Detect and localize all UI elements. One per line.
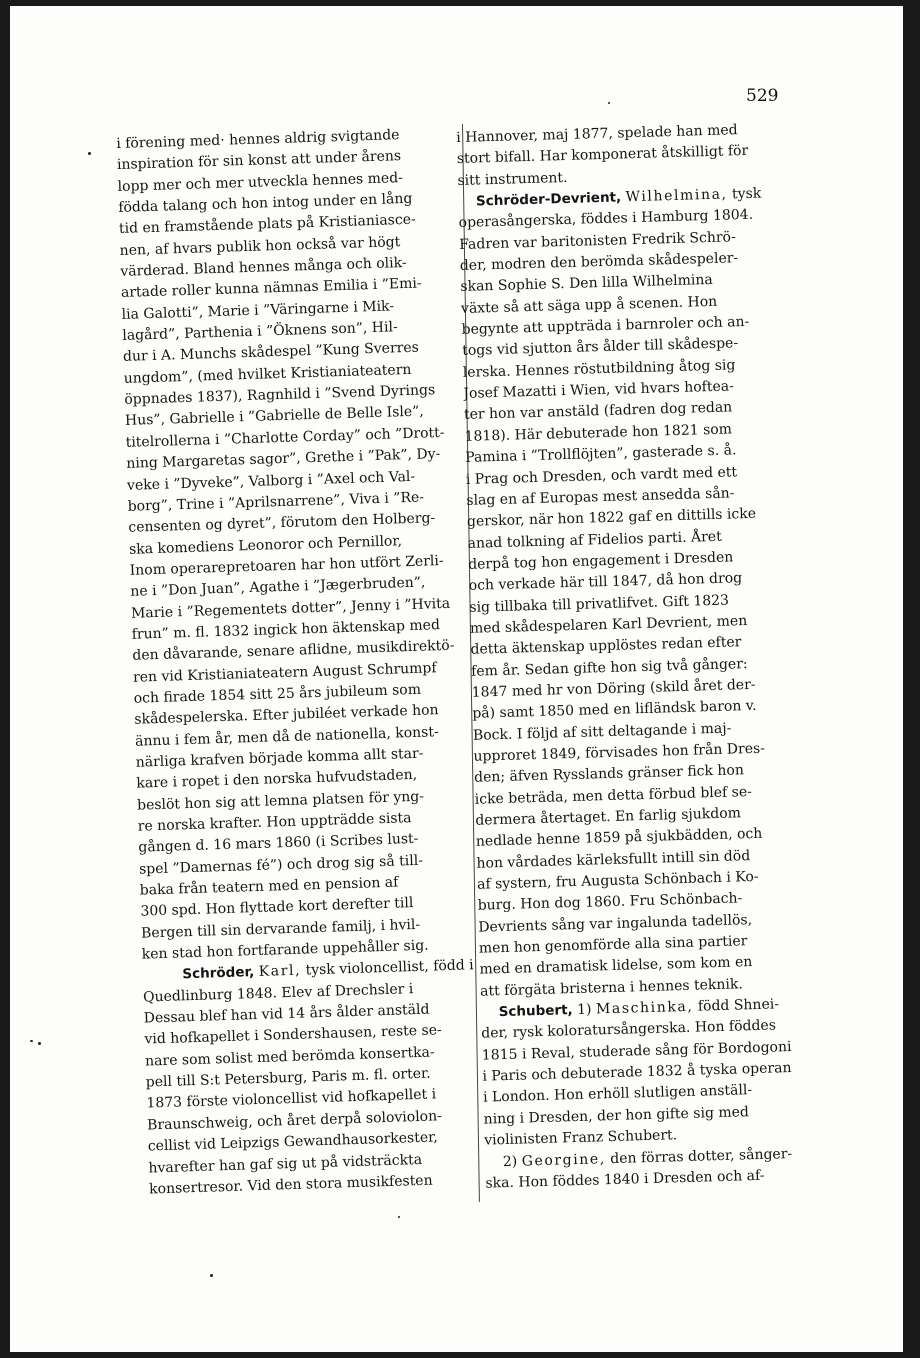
text-line: ännu i fem år, men då de nationella, konst- (134, 723, 439, 750)
entry-text: tysk violoncellist, född i (305, 957, 474, 979)
scanned-page (10, 6, 903, 1352)
scan-speck (398, 1216, 400, 1218)
entry-first-name: Maschinka, (595, 998, 694, 1018)
left-column (116, 123, 495, 1201)
entry-first-name: Georgine, (521, 1150, 607, 1170)
text-line: der, modren den berömda skådespeler- (459, 250, 739, 275)
text-line: pell till S:t Petersburg, Paris m. fl. orter. (145, 1065, 431, 1091)
text-line: 1818). Här debuterade hon 1821 som (464, 421, 733, 445)
text-line: i Hannover, maj 1877, spelade han med (456, 122, 738, 146)
text-line: lagård”, Parthenia i ”Öknens son”, Hil- (122, 319, 398, 344)
text-line: ning i Dresden, der hon gifte sig med (483, 1104, 750, 1128)
text-line: dermera återtaget. En farlig sjukdom (475, 805, 742, 829)
entry-text: tysk (731, 185, 762, 203)
text-line: med skådespelaren Karl Devrient, men (469, 612, 748, 637)
right-column (456, 118, 838, 1195)
text-line: upproret 1849, förvisades hon från Dres- (473, 740, 766, 765)
text-line: skådespelerska. Efter jubiléet verkade hon (134, 702, 439, 728)
text-line: ska. Hon föddes 1840 i Dresden och af- (485, 1167, 765, 1192)
right-column-intro-text (456, 118, 810, 192)
text-line: växte så att säga upp å scenen. Hon (460, 293, 718, 317)
text-line: lerska. Hennes röstutbildning åtog sig (462, 357, 736, 381)
entry-schroder-karl-text (143, 976, 496, 1200)
text-line: lopp mer och mer utveckla hennes med- (117, 169, 404, 195)
text-line: spel ”Damernas fé”) och drog sig så till- (138, 852, 424, 878)
text-line: vid hofkapellet i Sondershausen, reste se- (144, 1022, 442, 1048)
text-line: censenten og dyret”, förutom den Holberg- (128, 510, 436, 536)
text-line: och verkade här till 1847, då hon drog (468, 570, 743, 595)
entry-number: 2) (502, 1153, 518, 1170)
text-line: sig tillbaka till privatlifvet. Gift 1823 (469, 592, 730, 616)
entry-schubert-text (481, 1014, 836, 1152)
scan-speck (30, 1040, 33, 1042)
text-line: dur i A. Munchs skådespel ”Kung Sverres (122, 340, 420, 366)
text-line: men hon genomförde alla sina partier (478, 933, 748, 957)
text-line: burg. Hon dog 1860. Fru Schönbach- (477, 890, 743, 915)
entry-headword: Schröder, (182, 964, 255, 983)
text-line: lia Galotti”, Marie i ”Väringarne i Mik- (121, 298, 395, 323)
text-line: Bergen till sin dervarande familj, i hvil- (140, 916, 421, 942)
text-line: af systern, fru Augusta Schönbach i Ko- (476, 868, 759, 893)
text-line: ungdom”, (med hvilket Kristianiateatern (123, 361, 412, 387)
left-column-text (116, 123, 488, 966)
text-line: i Prag och Dresden, och vardt med ett (465, 463, 738, 488)
text-line: titelrollerna i ”Charlotte Corday” och ”Drott- (125, 424, 445, 451)
text-line: der, rysk koloratursångerska. Hon föddes (481, 1017, 777, 1043)
text-line: begynte att uppträda i barnroler och an- (461, 313, 750, 339)
text-line: Hus”, Gabrielle i ”Gabrielle de Belle Isle”, (124, 403, 425, 430)
text-line: 1873 förste violoncellist vid hofkapellet i (146, 1086, 437, 1112)
text-line: Quedlinburg 1848. Elev af Drechsler i (142, 980, 414, 1006)
text-line: värderad. Bland hennes många och olik- (120, 255, 407, 280)
page-number: 529 (746, 86, 779, 106)
text-line: Devrients sång var ingalunda tadellös, (478, 911, 753, 936)
text-line: beslöt hon sig att lemna platsen för yng- (136, 788, 425, 814)
text-line: i Paris och debuterade 1832 å tyska operan (482, 1060, 792, 1085)
scan-speck (38, 1042, 41, 1045)
text-line: veke i ”Dyveke”, Valborg i ”Axel och Val- (126, 468, 416, 494)
entry-text: den förras dotter, sånger- (610, 1145, 793, 1167)
text-line: födda talang och hon intog under en lång (118, 190, 413, 216)
text-line: ter hon var anstäld (fadren dog redan (463, 399, 733, 424)
text-line: violinisten Franz Schubert. (484, 1127, 678, 1149)
scan-speck (88, 152, 91, 155)
text-line: fem år. Sedan gifte hon sig två gånger: (470, 655, 748, 680)
text-line: cellist vid Leipzigs Gewandhausorkester, (147, 1129, 438, 1155)
text-line: 1815 i Reval, studerade sång för Bordogoni (481, 1038, 792, 1064)
text-line: med en dramatisk lidelse, som kom en (479, 954, 753, 979)
text-line: Fadren var baritonisten Fredrik Schrö- (459, 228, 736, 253)
text-line: tid en framstående plats på Kristianiasce- (118, 212, 416, 238)
text-line: frun” m. fl. 1832 ingick hon äktenskap med (131, 616, 441, 643)
text-line: hon vårdades kärleksfullt intill sin död (476, 847, 751, 872)
text-line: operasångerska, föddes i Hamburg 1804. (458, 207, 754, 232)
text-line: Dessau blef han vid 14 års ålder anstäld (143, 1001, 430, 1027)
text-line: nen, af hvars publik hon också var högt (119, 233, 401, 259)
text-line: Braunschweig, och året derpå soloviolon- (146, 1108, 443, 1134)
entry-text: född Shnei- (697, 996, 780, 1015)
text-line: och firade 1854 sitt 25 års jubileum som (133, 681, 422, 707)
text-line: stort bifall. Har komponerat åtskilligt för (456, 143, 749, 168)
text-line: i förening med· hennes aldrig svigtande (116, 127, 400, 152)
text-line: gerskor, när hon 1822 gaf en dittills icke (466, 505, 757, 531)
text-line: borg”, Trine i ”Aprilsnarrene”, Viva i ”Re- (127, 489, 425, 515)
text-line: inspiration för sin konst att under årens (116, 148, 402, 174)
entry-first-name: Wilhelmina, (625, 186, 728, 206)
entry-headword: Schröder-Devrient, (475, 189, 622, 210)
text-line: sitt instrument. (457, 169, 568, 189)
text-line: Marie i ”Regementets dotter”, Jenny i ”Hvita (130, 595, 451, 622)
text-line: ken stad hon fortfarande uppehåller sig. (141, 937, 429, 963)
entry-headword: Schubert, (498, 1002, 573, 1021)
text-line: närliga krafven började komma allt star- (135, 745, 424, 771)
text-line: togs vid sjutton års ålder till skådespe- (462, 335, 739, 360)
text-line: på) samt 1850 med en lifländsk baron v. (472, 698, 757, 723)
text-line: re norska krafter. Hon uppträdde sista (137, 810, 412, 835)
text-line: nare som solist med berömda konsertka- (144, 1044, 435, 1070)
entry-schroder-devrient-text (458, 204, 832, 1003)
text-line: skan Sophie S. Den lilla Wilhelmina (460, 272, 713, 296)
text-line: konsertresor. Vid den stora musikfesten (148, 1172, 433, 1198)
text-line: den; äfven Rysslands gränser fick hon (473, 762, 745, 787)
text-line: Bock. I följd af sitt deltagande i maj- (472, 720, 732, 744)
entry-number: 1) (576, 1001, 592, 1019)
scan-speck (608, 102, 610, 104)
text-line: Pamina i ”Trollflöjten”, gasterade s. å. (464, 442, 737, 467)
text-line: ren vid Kristianiateatern August Schrumpf (132, 659, 437, 686)
text-line: att förgäta bristerna i hennes teknik. (479, 976, 744, 1000)
text-line: ne i ”Don Juan”, Agathe i ”Jægerbruden”, (130, 574, 426, 600)
text-line: öppnades 1837), Ragnhild i ”Svend Dyrings (124, 382, 436, 408)
text-line: nedlade henne 1859 på sjukbädden, och (475, 826, 763, 851)
text-line: kare i ropet i den norska hufvudstaden, (136, 767, 418, 792)
text-line: ska komediens Leonoror och Pernillor, (128, 532, 403, 558)
text-line: anad tolkning af Fidelios parti. Året (467, 528, 722, 552)
text-line: ning Margaretas sagor”, Grethe i ”Pak”, Dy- (126, 446, 441, 472)
text-line: slag en af Europas mest ansedda sån- (466, 485, 735, 509)
text-line: Josef Mazatti i Wien, vid hvars hoftea- (463, 378, 735, 403)
scan-speck (210, 1274, 213, 1277)
text-line: hvarefter han gaf sig ut på vidsträckta (148, 1151, 423, 1176)
text-line: Inom operarepretoaren har hon utfört Zerli- (129, 552, 444, 579)
text-line: den dåvarande, senare aflidne, musikdirektö- (132, 637, 455, 664)
text-line: i London. Hon erhöll slutligen anställ- (482, 1082, 753, 1107)
text-line: derpå tog hon engagement i Dresden (467, 549, 734, 573)
entry-first-name: Karl, (258, 963, 302, 981)
text-line: gången d. 16 mars 1860 (i Scribes lust- (138, 831, 419, 856)
text-line: icke beträda, men detta förbud blef se- (474, 783, 753, 808)
text-line: detta äktenskap upplöstes redan efter (470, 634, 742, 659)
text-line: 300 spd. Hon flyttade kort derefter till (140, 895, 414, 920)
text-line: 1847 med hr von Döring (skild året der- (471, 676, 756, 701)
text-line: artade roller kunna nämnas Emilia i ”Emi- (120, 275, 422, 302)
text-line: baka från teatern med en pension af (139, 874, 399, 899)
